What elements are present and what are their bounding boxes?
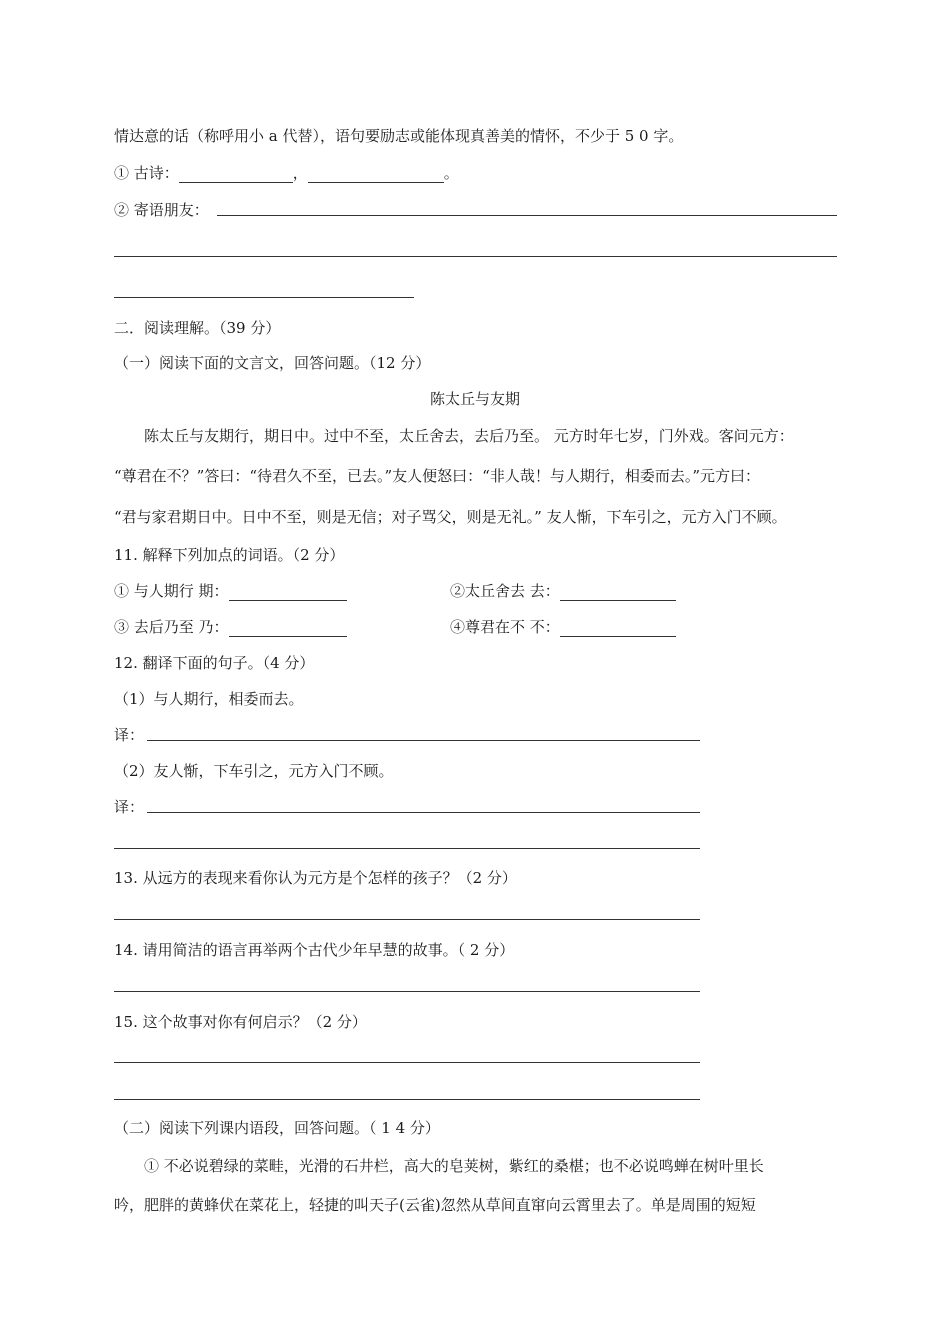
q-friend-label: ② 寄语朋友： [114, 201, 209, 219]
q11-item-1-label: ① 与人期行 期： [114, 582, 229, 600]
q12-yi-1: 译： [114, 726, 145, 744]
q12-answer-line-2[interactable] [147, 812, 700, 813]
q15-answer-line-2[interactable] [114, 1099, 700, 1100]
friend-answer-line-2[interactable] [114, 256, 837, 257]
q11-blank-4[interactable] [560, 621, 676, 637]
q11-item-2 [450, 581, 676, 601]
q12-heading: 12. 翻译下面的句子。（4 分） [114, 654, 315, 672]
q13-answer-line[interactable] [114, 919, 700, 920]
part2-heading: （二）阅读下列课内语段，回答问题。（ 1 4 分） [114, 1119, 440, 1137]
q14-heading: 14. 请用简洁的语言再举两个古代少年早慧的故事。（ 2 分） [114, 941, 515, 959]
friend-answer-line-3[interactable] [114, 297, 414, 298]
part1-heading: （一）阅读下面的文言文，回答问题。（12 分） [114, 354, 431, 372]
q11-item-1 [114, 581, 347, 601]
q11-blank-3[interactable] [229, 621, 347, 637]
q11-item-4 [450, 617, 676, 637]
q12-sentence-2: （2）友人惭，下车引之，元方入门不顾。 [114, 762, 394, 780]
section2-heading: 二．阅读理解。（39 分） [114, 319, 281, 337]
poem-blank-1[interactable] [179, 167, 293, 183]
q-poem-period: 。 [443, 164, 459, 182]
q12-answer-line-1[interactable] [147, 740, 700, 741]
friend-answer-line-1[interactable] [217, 215, 837, 216]
q15-heading: 15. 这个故事对你有何启示？（2 分） [114, 1013, 367, 1031]
q-friend [114, 200, 209, 220]
q13-heading: 13. 从远方的表现来看你认为元方是个怎样的孩子？（2 分） [114, 869, 517, 887]
q11-blank-2[interactable] [560, 585, 676, 601]
q11-item-3 [114, 617, 347, 637]
q15-answer-line-1[interactable] [114, 1062, 700, 1063]
q11-item-4-label: ④尊君在不 不： [450, 618, 560, 636]
q11-blank-1[interactable] [229, 585, 347, 601]
passage-title: 陈太丘与友期 [429, 390, 520, 408]
part2-line: ① 不必说碧绿的菜畦，光滑的石井栏，高大的皂荚树，紫红的桑椹；也不必说鸣蝉在树叶里长 [144, 1157, 764, 1175]
q11-item-3-label: ③ 去后乃至 乃： [114, 618, 229, 636]
q11-item-2-label: ②太丘舍去 去： [450, 582, 560, 600]
poem-blank-2[interactable] [308, 167, 444, 183]
q-poem-comma: ， [292, 164, 308, 182]
q12-answer-line-3[interactable] [114, 848, 700, 849]
passage-line: “君与家君期日中。日中不至，则是无信；对子骂父，则是无礼。” 友人惭，下车引之，元方入门不顾。 [114, 508, 787, 526]
passage-line: 陈太丘与友期行，期日中。过中不至，太丘舍去，去后乃至。 元方时年七岁，门外戏。客问元方： [144, 427, 794, 445]
part2-line: 吟，肥胖的黄蜂伏在菜花上，轻捷的叫天子(云雀)忽然从草间直窜向云霄里去了。单是周围的短短 [114, 1196, 756, 1214]
q11-heading: 11. 解释下列加点的词语。（2 分） [114, 546, 345, 564]
q-poem [114, 163, 459, 183]
q-poem-label: ① 古诗： [114, 164, 179, 182]
q12-yi-2: 译： [114, 798, 145, 816]
intro-text: 情达意的话（称呼用小 a 代替），语句要励志或能体现真善美的情怀，不少于 5 0 字。 [114, 127, 684, 145]
q12-sentence-1: （1）与人期行，相委而去。 [114, 690, 304, 708]
passage-line: “尊君在不？”答曰：“待君久不至，已去。”友人便怒曰：“非人哉！与人期行，相委而去。”元方曰： [114, 467, 761, 485]
q14-answer-line[interactable] [114, 991, 700, 992]
